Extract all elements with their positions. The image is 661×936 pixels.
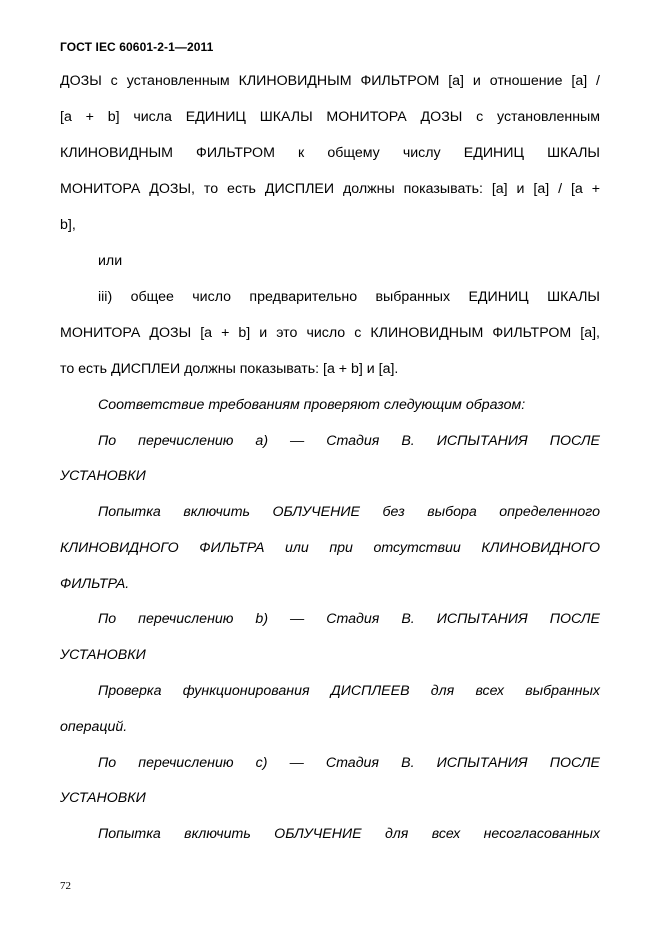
body-line: Проверка функционирования ДИСПЛЕЕВ для всех выбранных (98, 683, 600, 699)
body-line: iii) общее число предварительно выбранных ЕДИНИЦ ШКАЛЫ (98, 289, 600, 305)
body-line: По перечислению b) — Стадия В. ИСПЫТАНИЯ ПОСЛЕ (98, 611, 600, 627)
body-line: операций. (60, 719, 128, 735)
body-line: КЛИНОВИДНОГО ФИЛЬТРА или при отсутствии КЛИНОВИДНОГО (60, 540, 600, 556)
body-line: УСТАНОВКИ (60, 468, 146, 484)
body-line: b], (60, 217, 76, 233)
body-line: УСТАНОВКИ (60, 647, 146, 663)
body-line: ФИЛЬТРА. (60, 576, 130, 592)
body-line: или (98, 253, 123, 269)
body-line: [a + b] числа ЕДИНИЦ ШКАЛЫ МОНИТОРА ДОЗЫ с установленным (60, 109, 600, 125)
body-line: По перечислению c) — Стадия В. ИСПЫТАНИЯ ПОСЛЕ (98, 755, 600, 771)
body-line: Попытка включить ОБЛУЧЕНИЕ без выбора определенного (98, 504, 600, 520)
body-line: МОНИТОРА ДОЗЫ [a + b] и это число с КЛИНОВИДНЫМ ФИЛЬТРОМ [a], (60, 325, 600, 341)
body-line: Попытка включить ОБЛУЧЕНИЕ для всех несогласованных (98, 826, 600, 842)
body-line: УСТАНОВКИ (60, 790, 146, 806)
body-line: Соответствие требованиям проверяют следующим образом: (98, 397, 526, 413)
body-line: По перечислению a) — Стадия В. ИСПЫТАНИЯ ПОСЛЕ (98, 433, 600, 449)
body-line: ДОЗЫ с установленным КЛИНОВИДНЫМ ФИЛЬТРОМ [a] и отношение [a] / (60, 73, 600, 89)
body-line: то есть ДИСПЛЕИ должны показывать: [a + b] и [a]. (60, 361, 399, 377)
document-header: ГОСТ IEC 60601-2-1—2011 (60, 40, 214, 54)
body-line: МОНИТОРА ДОЗЫ, то есть ДИСПЛЕИ должны показывать: [a] и [a] / [a + (60, 181, 600, 197)
body-line: КЛИНОВИДНЫМ ФИЛЬТРОМ к общему числу ЕДИНИЦ ШКАЛЫ (60, 145, 600, 161)
page-number: 72 (60, 880, 71, 892)
